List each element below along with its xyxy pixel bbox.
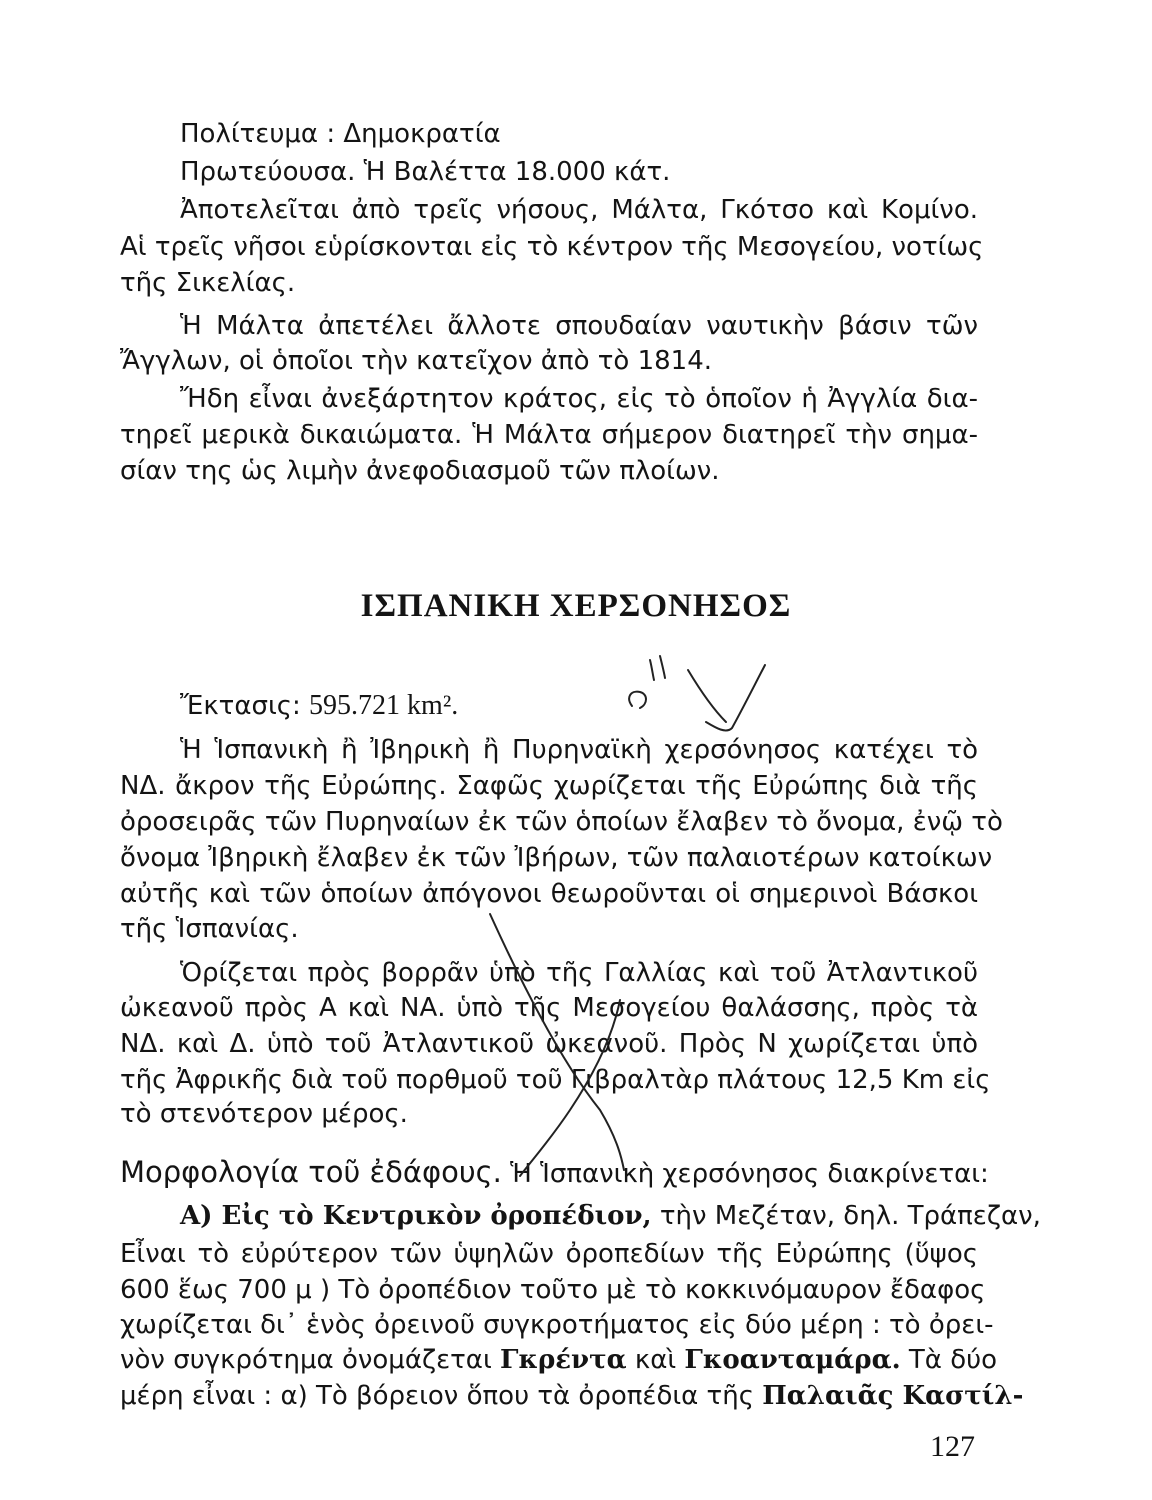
text-line: τὸ στενότερον μέρος. bbox=[120, 1099, 408, 1129]
text-line: τῆς Ἱσπανίας. bbox=[120, 914, 299, 944]
text-span: καὶ bbox=[634, 1345, 677, 1375]
text-line: Ἡ Ἱσπανικὴ ἢ Ἰβηρικὴ ἢ Πυρηναϊκὴ χερσόνησος κατέχει τὸ bbox=[180, 735, 978, 765]
text-line: σίαν της ὡς λιμὴν ἀνεφοδιασμοῦ τῶν πλοίων. bbox=[120, 456, 720, 486]
text-span: Τὰ δύο bbox=[908, 1345, 998, 1375]
text-line: Αἱ τρεῖς νῆσοι εὑρίσκονται εἰς τὸ κέντρον τῆς Μεσογείου, νοτίως bbox=[120, 232, 984, 262]
text-line: ὀροσειρᾶς τῶν Πυρηναίων ἐκ τῶν ὁποίων ἔλαβεν τὸ ὄνομα, ἐνῷ τὸ bbox=[120, 807, 1003, 837]
section-heading: ΙΣΠΑΝΙΚΗ ΧΕΡΣΟΝΗΣΟΣ bbox=[360, 588, 792, 624]
pencil-check-mark bbox=[706, 665, 765, 730]
text-line: ὄνομα Ἰβηρικὴ ἔλαβεν ἐκ τῶν Ἰβήρων, τῶν παλαιοτέρων κατοίκων bbox=[120, 843, 993, 873]
text-span: τὴν Μεζέταν, δηλ. Τράπεζαν, bbox=[659, 1201, 1041, 1231]
pencil-cross-mark bbox=[490, 914, 624, 1170]
text-line: τῆς Ἀφρικῆς διὰ τοῦ πορθμοῦ τοῦ Γιβραλτὰρ πλάτους 12,5 Km εἰς bbox=[120, 1065, 991, 1095]
area-label: Ἔκτασις: bbox=[180, 691, 301, 721]
text-line: Πολίτευμα : Δημοκρατία bbox=[180, 119, 501, 149]
text-line: ὠκεανοῦ πρὸς Α καὶ ΝΑ. ὑπὸ τῆς Μεσογείου θαλάσσης, πρὸς τὰ bbox=[120, 993, 978, 1023]
text-line: Εἶναι τὸ εὐρύτερον τῶν ὑψηλῶν ὀροπεδίων τῆς Εὐρώπης (ὕψος bbox=[120, 1239, 978, 1269]
pencil-stroke bbox=[660, 656, 665, 678]
pencil-stroke bbox=[688, 670, 726, 722]
page-number: 127 bbox=[930, 1430, 975, 1463]
text-line: Ὁρίζεται πρὸς βορρᾶν ὑπὸ τῆς Γαλλίας καὶ τοῦ Ἀτλαντικοῦ bbox=[180, 958, 978, 988]
text-line: Ἄγγλων, οἱ ὁποῖοι τὴν κατεῖχον ἀπὸ τὸ 1814. bbox=[120, 346, 713, 376]
place-name: Γκρέντα bbox=[500, 1345, 627, 1375]
morphology-text: Ἡ Ἱσπανικὴ χερσόνησος διακρίνεται: bbox=[510, 1159, 989, 1189]
text-line: 600 ἕως 700 μ ) Τὸ ὀροπέδιον τοῦτο μὲ τὸ κοκκινόμαυρον ἔδαφος bbox=[120, 1275, 986, 1305]
text-line: Ἡ Μάλτα ἀπετέλει ἄλλοτε σπουδαίαν ναυτικὴν βάσιν τῶν bbox=[180, 311, 978, 341]
text-span: μέρη εἶναι : α) Τὸ βόρειον ὅπου τὰ ὀροπέδια τῆς bbox=[120, 1381, 754, 1411]
pencil-stroke bbox=[650, 660, 654, 680]
text-line: ΝΔ. ἄκρον τῆς Εὐρώπης. Σαφῶς χωρίζεται τῆς Εὐρώπης διὰ τῆς bbox=[120, 771, 978, 801]
pencil-circle bbox=[629, 692, 646, 708]
text-line: χωρίζεται δι᾽ ἑνὸς ὀρεινοῦ συγκροτήματος εἰς δύο μέρη : τὸ ὀρει- bbox=[120, 1310, 994, 1340]
plateau-heading: Α) Εἰς τὸ Κεντρικὸν ὀροπέδιον, bbox=[180, 1201, 652, 1231]
text-line: τῆς Σικελίας. bbox=[120, 268, 296, 298]
text-line: αὐτῆς καὶ τῶν ὁποίων ἀπόγονοι θεωροῦνται οἱ σημερινοὶ Βάσκοι bbox=[120, 879, 978, 909]
text-line: Ἤδη εἶναι ἀνεξάρτητον κράτος, εἰς τὸ ὁποῖον ἡ Ἀγγλία δια- bbox=[180, 384, 978, 414]
text-line: Πρωτεύουσα. Ἡ Βαλέττα 18.000 κάτ. bbox=[180, 157, 671, 187]
morphology-title: Μορφολογία τοῦ ἐδάφους. bbox=[120, 1155, 502, 1189]
place-name: Γκοανταμάρα. bbox=[684, 1345, 901, 1375]
place-name: Παλαιᾶς Καστίλ- bbox=[762, 1381, 1024, 1411]
text-line: τηρεῖ μερικὰ δικαιώματα. Ἡ Μάλτα σήμερον διατηρεῖ τὴν σημα- bbox=[120, 420, 978, 450]
text-line: ΝΔ. καὶ Δ. ὑπὸ τοῦ Ἀτλαντικοῦ ὠκεανοῦ. Πρὸς Ν χωρίζεται ὑπὸ bbox=[120, 1029, 978, 1059]
pencil-cross-mark bbox=[520, 1000, 620, 1176]
area-value: 595.721 km². bbox=[309, 690, 459, 721]
text-span: νὸν συγκρότημα ὀνομάζεται bbox=[120, 1345, 492, 1375]
text-line: Ἀποτελεῖται ἀπὸ τρεῖς νήσους, Μάλτα, Γκότσο καὶ Κομίνο. bbox=[180, 195, 978, 225]
